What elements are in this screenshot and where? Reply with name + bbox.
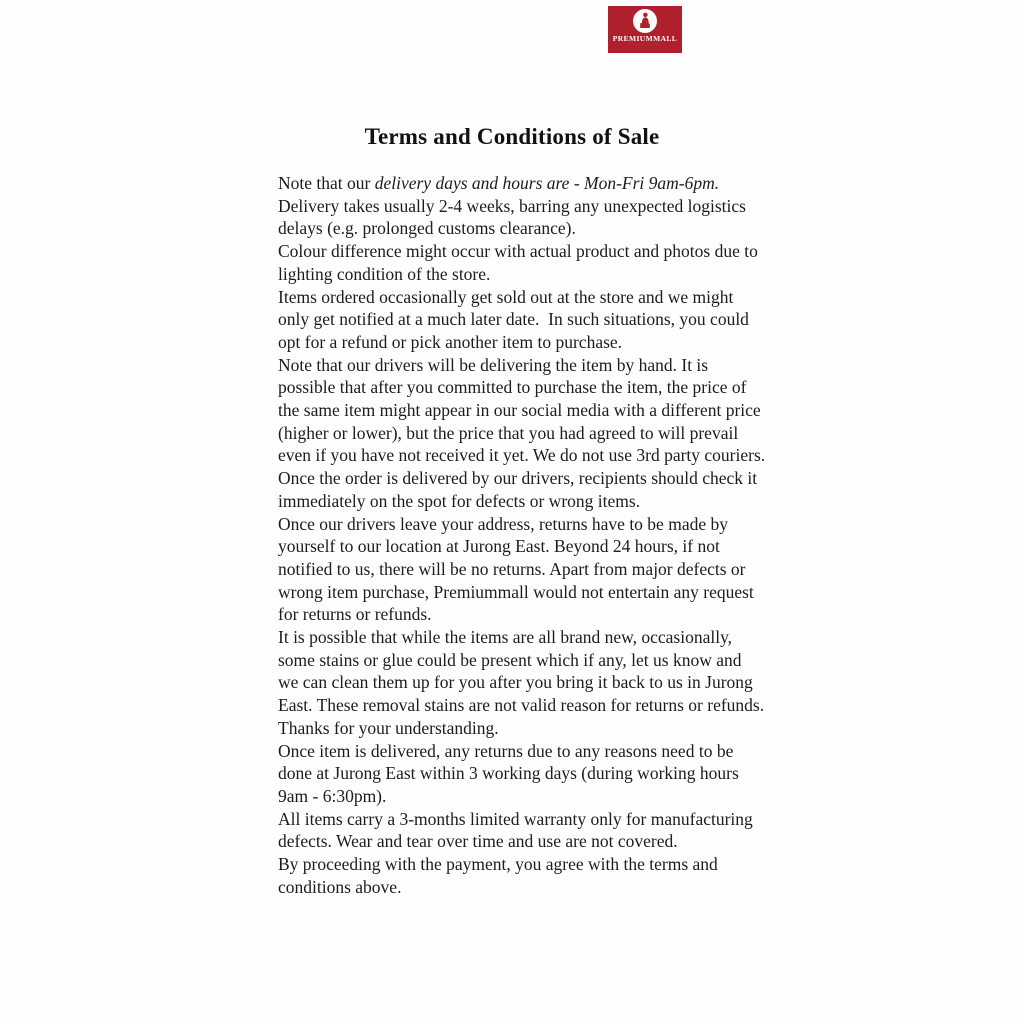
logo-brand-text: PREMIUMMALL — [612, 34, 678, 43]
paragraph-returns-policy: Once our drivers leave your address, returns have to be made by yourself to our location at Jurong East. Beyond 24 hours, if not notified to us, there will be no returns. Apart from major defects or wrong item purchase, Premiummall would not entertain any request for returns or refunds. — [278, 513, 759, 625]
paragraph-hand-delivery-pricing: Note that our drivers will be delivering the item by hand. It is possible that after you committed to purchase the item, the price of the same item might appear in our social media with a different price (higher or lower), but the price that you had agreed to will prevail even if you have not received it yet. We do not use 3rd party couriers. — [278, 354, 766, 466]
paragraph-check-on-delivery: Once the order is delivered by our drivers, recipients should check it immediately on the spot for defects or wrong items. — [278, 468, 762, 511]
paragraph-stains-glue: It is possible that while the items are all brand new, occasionally, some stains or glue could be present which if any, let us know and we can clean them up for you after you bring it back to us in Jurong East. These removal stains are not valid reason for returns or refunds. Thanks for your understanding. — [278, 627, 769, 738]
paragraph-return-window: Once item is delivered, any returns due to any reasons need to be done at Jurong East within 3 working days (during working hours 9am - 6:30pm). — [278, 740, 744, 806]
paragraph-agreement: By proceeding with the payment, you agree with the terms and conditions above. — [278, 854, 723, 897]
brand-logo — [608, 6, 682, 53]
paragraph-intro-normal: Note that our — [278, 173, 375, 193]
paragraph-intro-italic: delivery days and hours are - Mon-Fri 9am-6pm. — [374, 173, 720, 193]
paragraph-delivery-hours — [278, 172, 766, 195]
logo-tagline: · ··· ···· · ·· ···· — [629, 43, 661, 47]
paragraph-colour-difference: Colour difference might occur with actual product and photos due to lighting condition of the store. — [278, 241, 763, 284]
logo-woman-shopper-icon — [633, 9, 657, 33]
page-title: Terms and Conditions of Sale — [364, 124, 660, 149]
terms-body — [278, 172, 769, 899]
paragraph-sold-out: Items ordered occasionally get sold out at the store and we might only get notified at a much later date. In such situations, you could opt for a refund or pick another item to purchase. — [278, 286, 754, 352]
paragraph-delivery-time: Delivery takes usually 2-4 weeks, barring any unexpected logistics delays (e.g. prolonged customs clearance). — [278, 195, 751, 239]
paragraph-warranty: All items carry a 3-months limited warranty only for manufacturing defects. Wear and tear over time and use are not covered. — [278, 808, 758, 852]
